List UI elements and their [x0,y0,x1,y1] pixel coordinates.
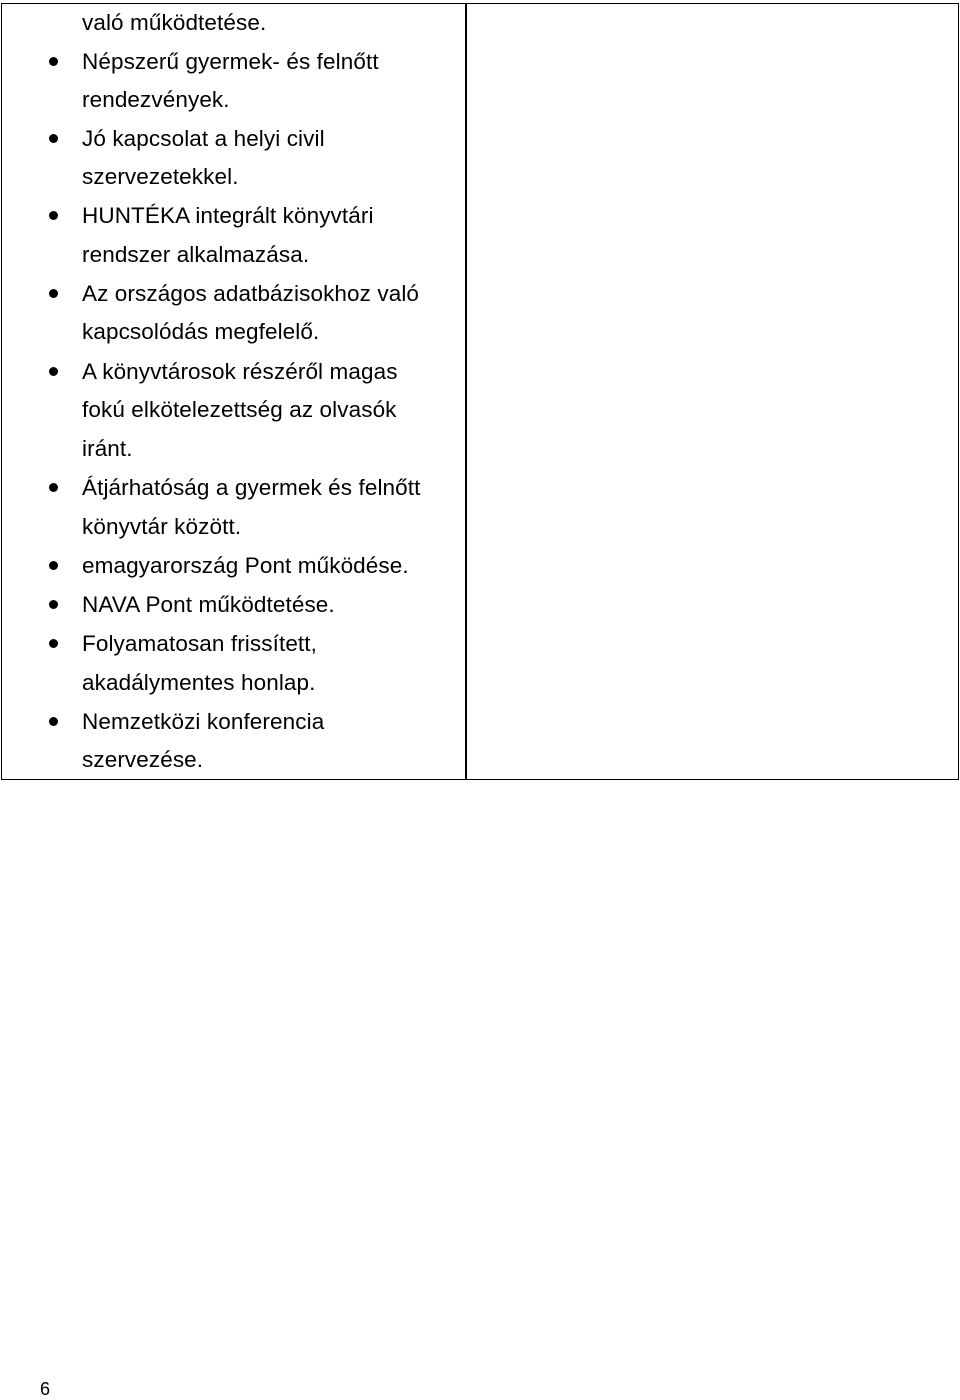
list-item-continuation: való működtetése. [82,10,267,35]
bullet-icon [49,561,58,570]
list-item-line: Átjárhatóság a gyermek és felnőtt [82,475,421,500]
bullet-icon [49,289,58,298]
list-item-line: akadálymentes honlap. [82,670,316,695]
list-item-line: szervezetekkel. [82,164,239,189]
list-item-line: szervezése. [82,747,204,772]
bullet-icon [49,483,58,492]
list-item-line: könyvtár között. [82,514,242,539]
list-item-line: fokú elkötelezettség az olvasók [82,397,397,422]
list-item-line: Jó kapcsolat a helyi civil [82,126,325,151]
page-number: 6 [40,1379,51,1399]
list-item-line: kapcsolódás megfelelő. [82,319,320,344]
list-item-line: Népszerű gyermek- és felnőtt [82,49,379,74]
bullet-icon [49,717,58,726]
bullet-icon [49,211,58,220]
list-item-line: Folyamatosan frissített, [82,631,317,656]
bullet-icon [49,57,58,66]
list-item-line: Nemzetközi konferencia [82,709,325,734]
table-column-divider [465,4,467,779]
list-item-line: emagyarország Pont működése. [82,553,409,578]
list-item-line: rendezvények. [82,87,230,112]
bullet-icon [49,600,58,609]
list-item-line: iránt. [82,436,133,461]
list-item-line: NAVA Pont működtetése. [82,592,335,617]
bullet-icon [49,134,58,143]
table-cell-left [2,4,464,779]
table-frame [1,3,959,780]
bullet-icon [49,367,58,376]
bullet-icon [49,639,58,648]
list-item-line: rendszer alkalmazása. [82,242,310,267]
list-item-line: A könyvtárosok részéről magas [82,359,398,384]
list-item-line: HUNTÉKA integrált könyvtári [82,203,374,228]
list-item-line: Az országos adatbázisokhoz való [82,281,420,306]
